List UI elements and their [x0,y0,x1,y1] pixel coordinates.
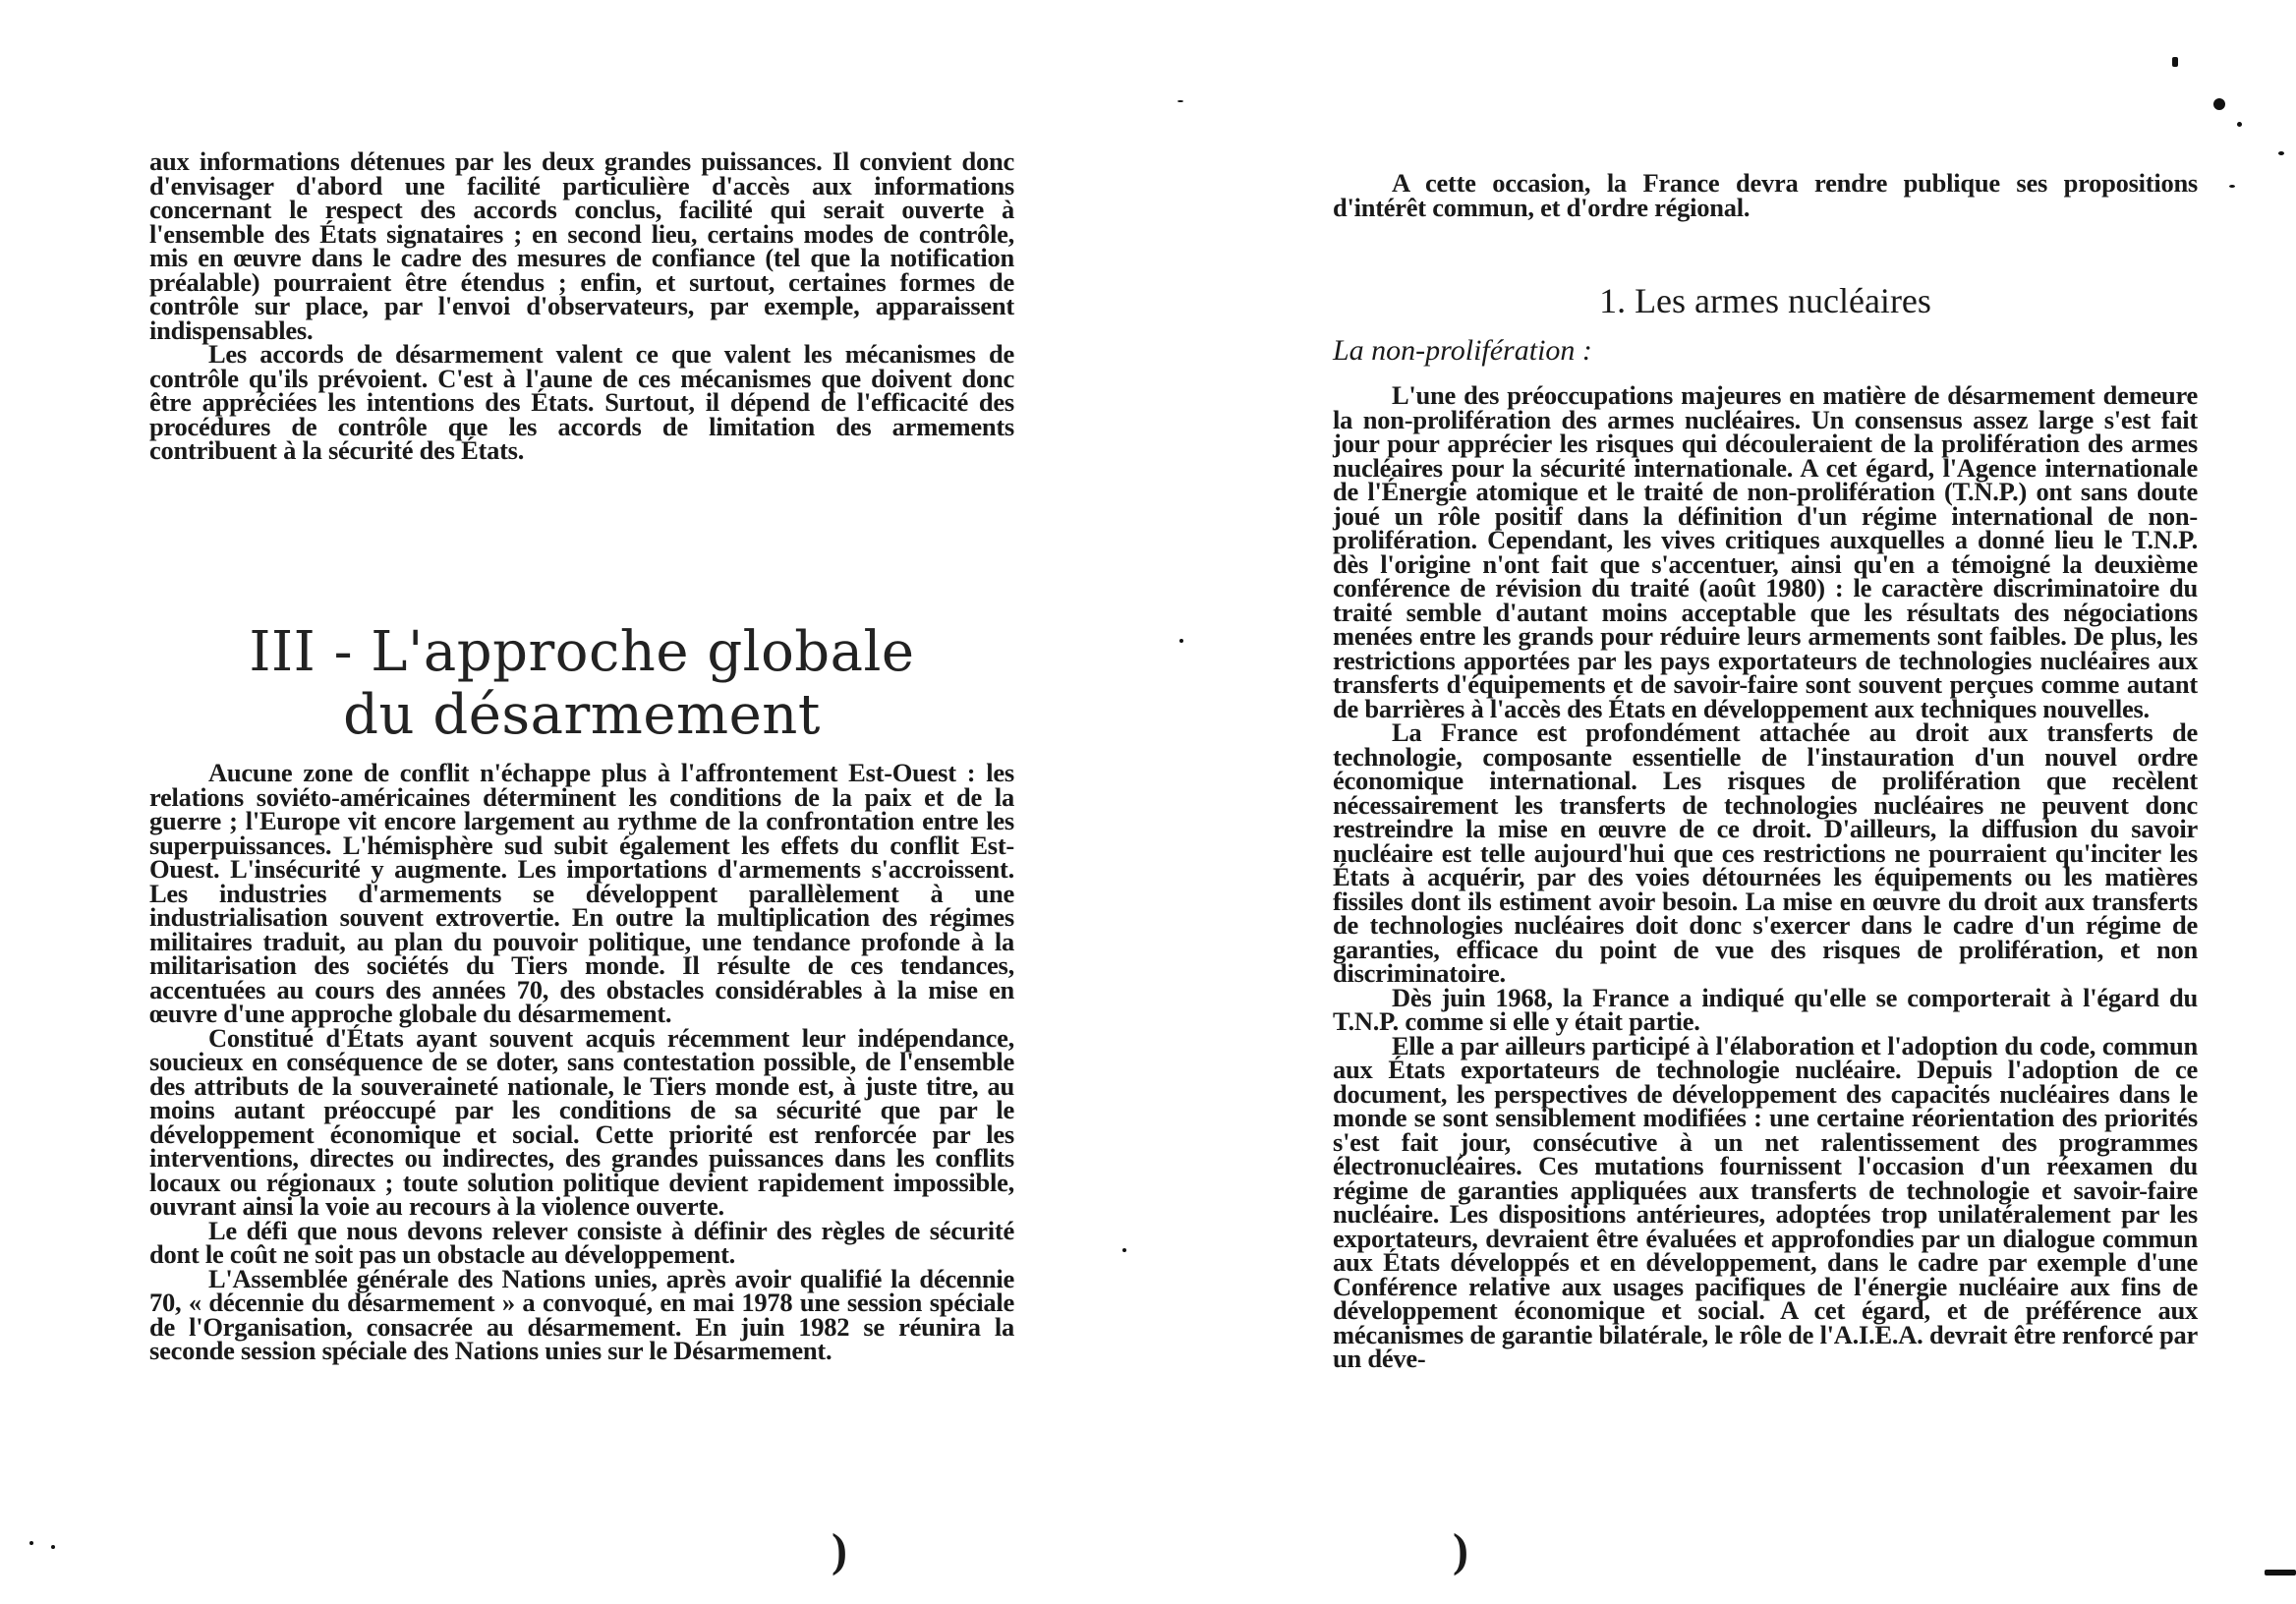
paragraph-east-west: Aucune zone de conflit n'échappe plus à l'affrontement Est-Ouest : les relations soviéto-américaines déterminent les conditions de la paix et de la guerre ; l'Europe vit encore largement au rythme de la confrontation entre les superpuissances. L'hémisphère sud subit également les effets du conflit Est-Ouest. L'insécurité y augmente. Les importations d'armements s'accroissent. Les industries d'armements se développent parallèlement à une industrialisation souvent extrovertie. En outre la multiplication des régimes militaires traduit, au plan du pouvoir politique, une tendance profonde à la militarisation des sociétés du Tiers monde. Il résulte de ces tendances, accentuées au cours des années 70, des obstacles considérables à la mise en œuvre d'une approche globale du désarmement. [149,758,1014,1028]
section-title [149,621,1014,747]
right-body-text [1333,380,2198,1373]
paragraph-challenge: Le défi que nous devons relever consiste à définir des règles de sécurité dont le coût ne soit pas un obstacle au développement. [149,1215,1014,1269]
scan-mark [2229,185,2235,188]
paragraph-intro: A cette occasion, la France devra rendre publique ses propositions d'intérêt commun, et d'ordre régional. [1333,168,2198,222]
scan-mark [2213,98,2225,110]
right-intro-text [1333,168,2198,222]
paragraph-france-technology: La France est profondément attachée au droit aux transferts de technologie, composante essentielle de l'instauration d'un nouvel ordre économique international. Les risques de prolifération que recèlent nécessairement les transferts de technologies nucléaires ne peuvent donc restreindre la mise en œuvre de ce droit. D'ailleurs, la diffusion du savoir nucléaire est telle aujourd'hui que ces restrictions ne pourraient qu'inciter les États à acquérir, par des voies détournées les équipements ou les matières fissiles dont ils estiment avoir besoin. La mise en œuvre du droit aux transferts de technologies nucléaires doit donc s'exercer dans le cadre d'un régime de garanties, efficace du point de vue des risques de prolifération, et non discriminatoire. [1333,717,2198,988]
scan-mark [2265,1570,2296,1575]
scan-mark [2278,151,2284,155]
right-page-footer-mark: ) [1453,1524,1468,1576]
scan-mark [29,1541,33,1545]
scan-mark [1177,100,1183,102]
section-title-line-2: du désarmement [343,683,821,747]
scan-mark [1122,1248,1126,1252]
paragraph-third-world: Constitué d'États ayant souvent acquis récemment leur indépendance, soucieux en conséquence de se doter, sans contestation possible, de l'ensemble des attributs de la souveraineté nationale, le Tiers monde est, à juste titre, au moins autant préoccupé par les conditions de sa sécurité que par le développement économique et social. Cette priorité est renforcée par les interventions, directes ou indirectes, des grandes puissances dans les conflits locaux ou régionaux ; toute solution politique devient rapidement impossible, ouvrant ainsi la voie au recours à la violence ouverte. [149,1022,1014,1221]
subheading: La non-prolifération : [1333,334,1592,367]
paragraph-un-assembly: L'Assemblée générale des Nations unies, après avoir qualifié la décennie 70, « décennie du désarmement » a convoqué, en mai 1978 une session spéciale de l'Organisation, consacrée au désarmement. En juin 1982 se réunira la seconde session spéciale des Nations unies sur le Désarmement. [149,1263,1014,1365]
paragraph-control-mechanisms: Les accords de désarmement valent ce que valent les mécanismes de contrôle qu'ils prévoient. C'est à l'aune de ces mécanismes que doivent donc être appréciées les intentions des États. Surtout, il dépend de l'efficacité des procédures de contrôle que les accords de limitation des armements contribuent à la sécurité des États. [149,339,1014,465]
left-body-text [149,758,1014,1365]
paragraph-non-proliferation: L'une des préoccupations majeures en matière de désarmement demeure la non-prolifération des armes nucléaires. Un consensus assez large s'est fait jour pour apprécier les risques qui découleraient de la prolifération des armes nucléaires pour la sécurité internationale. A cet égard, l'Agence internationale de l'Énergie atomique et le traité de non-prolifération (T.N.P.) ont sans doute joué un rôle positif dans la définition d'un régime international de non-prolifération. Cependant, les vives critiques auxquelles a donné lieu le T.N.P. dès l'origine n'ont fait que s'accentuer, ainsi qu'en a témoigné la deuxième conférence de révision du traité (août 1980) : le caractère discriminatoire du traité semble d'autant moins acceptable que les résultats des négociations menées entre les grands pour réduire leurs armements sont faibles. De plus, les restrictions apportées par les pays exportateurs de technologies nucléaires aux transferts d'équipements et de savoir-faire sont souvent perçues comme autant de barrières à l'accès des États en développement aux techniques nouvelles. [1333,380,2198,723]
scan-mark [2237,122,2242,127]
chapter-heading: 1. Les armes nucléaires [1599,281,1931,320]
left-top-text [149,146,1014,465]
right-page [1148,0,2296,1604]
scan-mark [1179,639,1183,643]
paragraph-control-access: aux informations détenues par les deux grandes puissances. Il convient donc d'envisager d'abord une facilité particulière d'accès aux informations concernant le respect des accords conclus, facilité qui serait ouverte à l'ensemble des États signataires ; en second lieu, certains modes de contrôle, mis en œuvre dans le cadre des mesures de confiance (tel que la notification préalable) pourraient être étendus ; enfin, et surtout, certaines formes de contrôle sur place, par l'envoi d'observateurs, par exemple, apparaissent indispensables. [149,146,1014,345]
scan-mark [2172,57,2178,67]
section-title-line-1: III - L'approche globale [249,620,915,684]
paragraph-code: Elle a par ailleurs participé à l'élaboration et l'adoption du code, commun aux États exportateurs de technologie nucléaire. Depuis l'adoption de ce document, les perspectives de développement des capacités nucléaires dans le monde se sont sensiblement modifiées : une certaine réorientation des priorités s'est fait jour, consécutive à un net ralentissement des programmes électronucléaires. Ces mutations fournissent l'occasion d'un réexamen du régime de garanties appliquées aux transferts de technologie et savoir-faire nucléaire. Les dispositions antérieures, adoptées trop unilatéralement par les exportateurs, devraient être évaluées et approfondies par un dialogue commun aux États développés et en développement, dans le cadre par exemple d'une Conférence relative aux usages pacifiques de l'énergie nucléaire aux fins de développement économique et social. A cet égard, et de préférence aux mécanismes de garantie bilatérale, le rôle de l'A.I.E.A. devrait être renforcé par un déve- [1333,1030,2198,1373]
scan-mark [51,1545,55,1549]
left-page-footer-mark: ) [832,1524,847,1576]
paragraph-june-1968: Dès juin 1968, la France a indiqué qu'elle se comporterait à l'égard du T.N.P. comme si elle y était partie. [1333,982,2198,1036]
